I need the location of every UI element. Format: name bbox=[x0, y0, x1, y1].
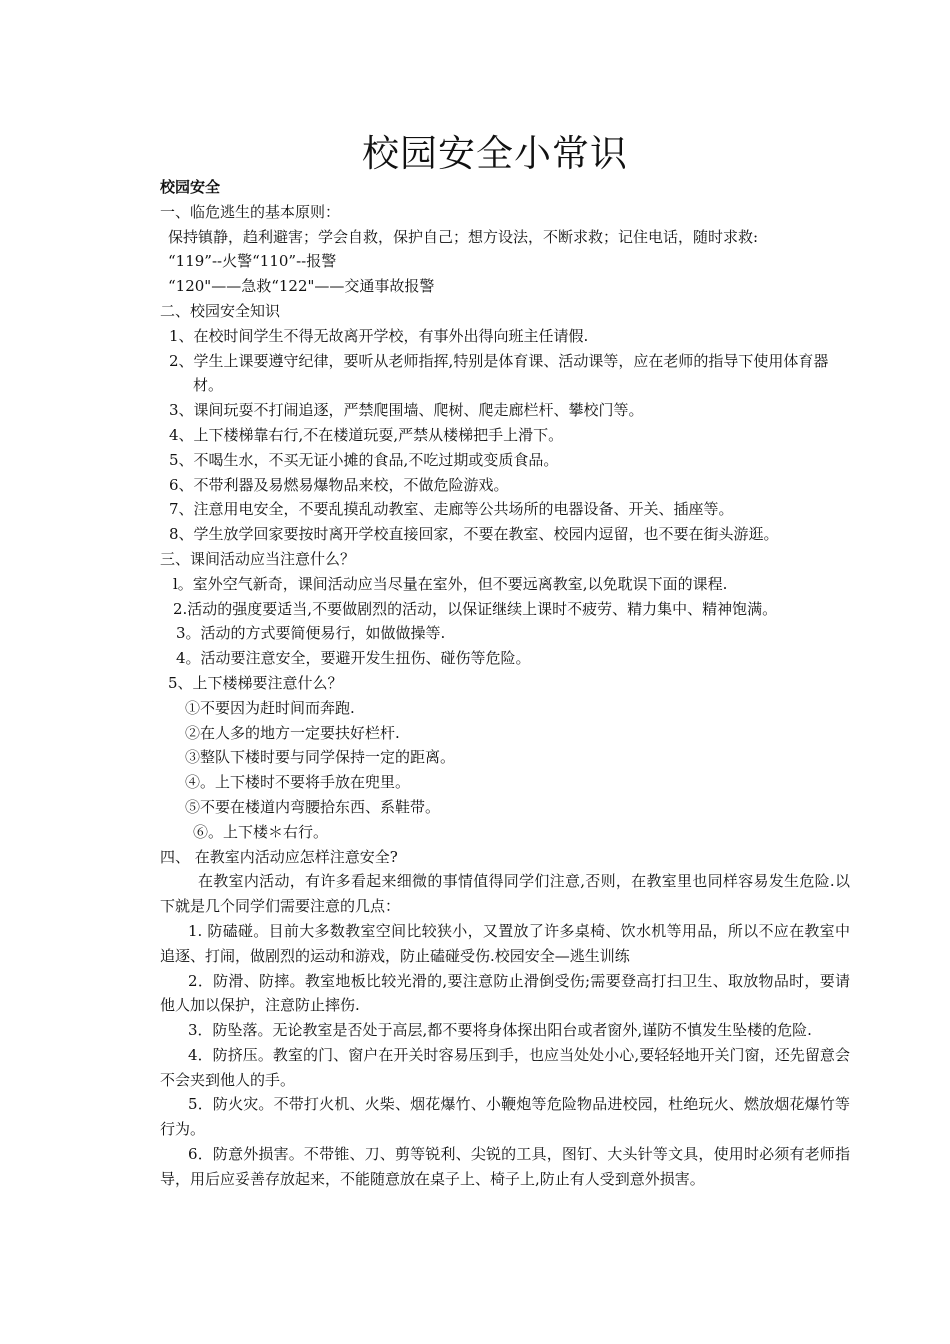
sec2-heading: 二、校园安全知识 bbox=[160, 301, 281, 320]
stairs-tip: ②在人多的地方一定要扶好栏杆. bbox=[185, 723, 400, 742]
stairs-tip: ⑤不要在楼道内弯腰拾东西、系鞋带。 bbox=[185, 797, 441, 816]
sec1-phone-line-2: “120"——急救“122"——交通事故报警 bbox=[168, 277, 435, 296]
sec3-item: l。室外空气新奇，课间活动应当尽量在室外，但不要远离教室,以免耽误下面的课程. bbox=[173, 574, 728, 593]
stairs-tip: ①不要因为赶时间而奔跑. bbox=[185, 698, 355, 717]
sec3-heading: 三、课间活动应当注意什么？ bbox=[160, 549, 356, 568]
section-subtitle: 校园安全 bbox=[160, 178, 221, 196]
sec2-item: 4、上下楼梯靠右行,不在楼道玩耍,严禁从楼梯把手上滑下。 bbox=[169, 425, 564, 444]
sec2-item: 6、不带利器及易燃易爆物品来校，不做危险游戏。 bbox=[169, 475, 509, 494]
sec3-item: 4。活动要注意安全，要避开发生扭伤、碰伤等危险。 bbox=[176, 649, 531, 668]
sec4-point: 3．防坠落。无论教室是否处于高层,都不要将身体探出阳台或者窗外,谨防不慎发生坠楼的危险. bbox=[188, 1021, 812, 1040]
sec2-item: 1、在校时间学生不得无故离开学校，有事外出得向班主任请假. bbox=[169, 326, 589, 345]
sec4-point: 5．防火灾。不带打火机、火柴、烟花爆竹、小鞭炮等危险物品进校园，杜绝玩火、燃放烟花爆竹等行为。 bbox=[160, 1095, 850, 1139]
document-body bbox=[160, 175, 850, 1192]
sec3-item: 3。活动的方式要简便易行，如做做操等. bbox=[176, 624, 446, 643]
sec2-item: 8、学生放学回家要按时离开学校直接回家，不要在教室、校园内逗留，也不要在街头游逛。 bbox=[169, 525, 779, 544]
sec1-heading: 一、临危逃生的基本原则： bbox=[160, 202, 341, 221]
stairs-tip: ③整队下楼时要与同学保持一定的距离。 bbox=[185, 748, 456, 767]
sec1-phone-line-1: “119”--火警“110”--报警 bbox=[168, 252, 337, 271]
sec1-principle: 保持镇静，趋利避害；学会自救，保护自己；想方设法，不断求救；记住电话，随时求救: bbox=[168, 227, 759, 246]
stairs-tip: ⑥。上下楼＊右行。 bbox=[193, 822, 329, 841]
sec4-heading: 四、 在教室内活动应怎样注意安全? bbox=[160, 847, 398, 866]
sec2-item: 2、学生上课要遵守纪律，要听从老师指挥,特别是体育课、活动课等，应在老师的指导下使用体育器材。 bbox=[169, 351, 829, 395]
sec4-point: 2．防滑、防摔。教室地板比较光滑的,要注意防止滑倒受伤;需要登高打扫卫生、取放物品时，要请他人加以保护，注意防止摔伤. bbox=[160, 971, 850, 1015]
sec4-point: 4．防挤压。教室的门、窗户在开关时容易压到手，也应当处处小心,要轻轻地开关门窗，还先留意会不会夹到他人的手。 bbox=[160, 1045, 850, 1089]
sec2-item: 7、注意用电安全，不要乱摸乱动教室、走廊等公共场所的电器设备、开关、插座等。 bbox=[169, 500, 734, 519]
sec4-point: 1. 防磕碰。目前大多数教室空间比较狭小，又置放了许多桌椅、饮水机等用品，所以不应在教室中追逐、打闹，做剧烈的运动和游戏，防止磕碰受伤.校园安全—逃生训练 bbox=[160, 921, 850, 965]
sec3-item: 2.活动的强度要适当,不要做剧烈的活动，以保证继续上课时不疲劳、精力集中、精神饱满。 bbox=[173, 599, 778, 618]
sec2-item: 5、不喝生水，不买无证小摊的食品,不吃过期或变质食品。 bbox=[169, 450, 559, 469]
document-title: 校园安全小常识 bbox=[362, 132, 628, 175]
sec4-intro: 在教室内活动，有许多看起来细微的事情值得同学们注意,否则，在教室里也同样容易发生危险.以下就是几个同学们需要注意的几点： bbox=[160, 872, 850, 916]
sec2-item: 3、课间玩耍不打闹追逐，严禁爬围墙、爬树、爬走廊栏杆、攀校门等。 bbox=[169, 401, 644, 420]
sec4-point: 6．防意外损害。不带锥、刀、剪等锐利、尖锐的工具，图钉、大头针等文具，使用时必须有老师指导，用后应妥善存放起来，不能随意放在桌子上、椅子上,防止有人受到意外损害。 bbox=[160, 1145, 850, 1188]
sec3-stairs-heading: 5、上下楼梯要注意什么？ bbox=[168, 673, 343, 692]
stairs-tip: ④。上下楼时不要将手放在兜里。 bbox=[185, 773, 411, 792]
